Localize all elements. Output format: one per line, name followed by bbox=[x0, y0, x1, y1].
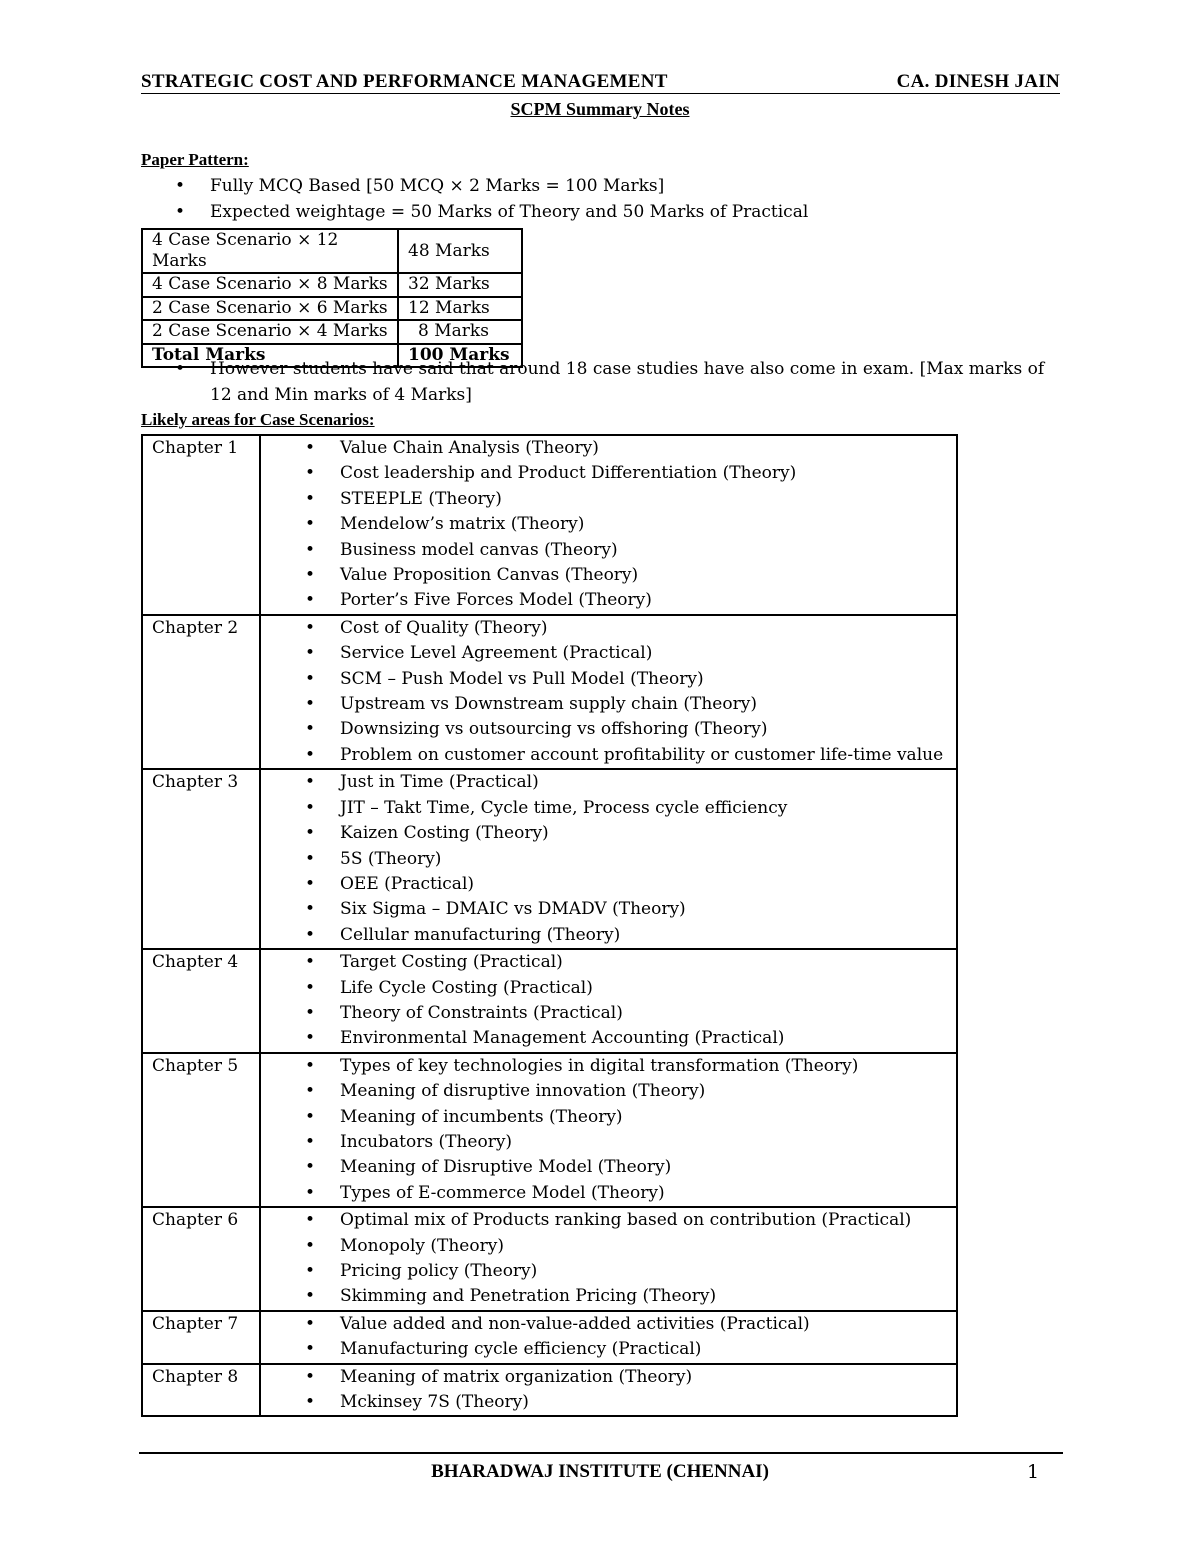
list-item: • Service Level Agreement (Practical) bbox=[261, 641, 956, 666]
chapter-label: Chapter 8 bbox=[142, 1364, 260, 1417]
list-item: • JIT – Takt Time, Cycle time, Process cycle efficiency bbox=[261, 796, 956, 821]
table-cell: 4 Case Scenario × 8 Marks bbox=[142, 273, 398, 297]
chapter-topics bbox=[260, 949, 957, 1053]
table-cell: 32 Marks bbox=[398, 273, 522, 297]
chapter-topics bbox=[260, 615, 957, 769]
total-value: 100 Marks bbox=[398, 344, 522, 368]
list-item: • Manufacturing cycle efficiency (Practical) bbox=[261, 1337, 956, 1362]
list-item: • Meaning of Disruptive Model (Theory) bbox=[261, 1155, 956, 1180]
list-item: • Incubators (Theory) bbox=[261, 1130, 956, 1155]
list-item: • Upstream vs Downstream supply chain (Theory) bbox=[261, 692, 956, 717]
list-item: • Optimal mix of Products ranking based on contribution (Practical) bbox=[261, 1208, 956, 1233]
list-item: • Meaning of disruptive innovation (Theory) bbox=[261, 1079, 956, 1104]
chapter-topics bbox=[260, 1311, 957, 1364]
table-row bbox=[142, 615, 957, 769]
list-item: • Types of key technologies in digital transformation (Theory) bbox=[261, 1054, 956, 1079]
document-title: SCPM Summary Notes bbox=[510, 99, 690, 119]
list-item: • Mendelow’s matrix (Theory) bbox=[261, 512, 956, 537]
table-row bbox=[142, 1053, 957, 1207]
footer-institute: BHARADWAJ INSTITUTE (CHENNAI) bbox=[431, 1461, 769, 1482]
page-number: 1 bbox=[1027, 1461, 1040, 1483]
list-item: • Kaizen Costing (Theory) bbox=[261, 821, 956, 846]
table-row bbox=[142, 229, 522, 273]
chapter-topics bbox=[260, 435, 957, 615]
table-cell: 48 Marks bbox=[398, 229, 522, 273]
paper-pattern-heading: Paper Pattern: bbox=[141, 150, 249, 169]
list-item: • Just in Time (Practical) bbox=[261, 770, 956, 795]
chapter-label: Chapter 7 bbox=[142, 1311, 260, 1364]
table-cell: 4 Case Scenario × 12 Marks bbox=[142, 229, 398, 273]
header-author: CA. DINESH JAIN bbox=[896, 71, 1060, 92]
chapter-topics bbox=[260, 1364, 957, 1417]
list-item: • Value Proposition Canvas (Theory) bbox=[261, 563, 956, 588]
chapter-label: Chapter 6 bbox=[142, 1207, 260, 1311]
list-item: • Downsizing vs outsourcing vs offshoring (Theory) bbox=[261, 717, 956, 742]
list-item: • Meaning of matrix organization (Theory) bbox=[261, 1365, 956, 1390]
chapter-topics bbox=[260, 1053, 957, 1207]
paper-pattern-bullets bbox=[141, 174, 808, 225]
list-item: • Theory of Constraints (Practical) bbox=[261, 1001, 956, 1026]
exam-note-bullet bbox=[141, 357, 1060, 408]
chapter-topics bbox=[260, 769, 957, 949]
footer-divider bbox=[139, 1452, 1063, 1454]
list-item: • Cost of Quality (Theory) bbox=[261, 616, 956, 641]
chapter-label: Chapter 4 bbox=[142, 949, 260, 1053]
chapter-label: Chapter 1 bbox=[142, 435, 260, 615]
table-row bbox=[142, 949, 957, 1053]
table-row bbox=[142, 297, 522, 321]
list-item: • Cellular manufacturing (Theory) bbox=[261, 923, 956, 948]
table-cell: 2 Case Scenario × 4 Marks bbox=[142, 320, 398, 344]
list-item: • However students have said that around 18 case studies have also come in exam. [Max marks of 12 and Min marks of 4 Marks] bbox=[141, 357, 1060, 408]
list-item: • Expected weightage = 50 Marks of Theory and 50 Marks of Practical bbox=[141, 200, 808, 226]
likely-areas-heading: Likely areas for Case Scenarios: bbox=[141, 410, 375, 429]
list-item: • Meaning of incumbents (Theory) bbox=[261, 1105, 956, 1130]
list-item: • STEEPLE (Theory) bbox=[261, 487, 956, 512]
list-item: • Value Chain Analysis (Theory) bbox=[261, 436, 956, 461]
list-item: • Porter’s Five Forces Model (Theory) bbox=[261, 588, 956, 613]
chapter-label: Chapter 2 bbox=[142, 615, 260, 769]
list-item: • Value added and non-value-added activities (Practical) bbox=[261, 1312, 956, 1337]
table-row bbox=[142, 1311, 957, 1364]
table-row bbox=[142, 273, 522, 297]
list-item: • Environmental Management Accounting (Practical) bbox=[261, 1026, 956, 1051]
list-item: • Monopoly (Theory) bbox=[261, 1234, 956, 1259]
list-item: • SCM – Push Model vs Pull Model (Theory) bbox=[261, 667, 956, 692]
list-item: • Fully MCQ Based [50 MCQ × 2 Marks = 100 Marks] bbox=[141, 174, 808, 200]
table-row bbox=[142, 1364, 957, 1417]
chapter-label: Chapter 5 bbox=[142, 1053, 260, 1207]
chapter-label: Chapter 3 bbox=[142, 769, 260, 949]
chapter-topics bbox=[260, 1207, 957, 1311]
table-row bbox=[142, 769, 957, 949]
table-row bbox=[142, 1207, 957, 1311]
list-item: • Problem on customer account profitability or customer life-time value bbox=[261, 743, 956, 768]
list-item: • 5S (Theory) bbox=[261, 847, 956, 872]
list-item: • Skimming and Penetration Pricing (Theory) bbox=[261, 1284, 956, 1309]
list-item: • Six Sigma – DMAIC vs DMADV (Theory) bbox=[261, 897, 956, 922]
table-cell: 12 Marks bbox=[398, 297, 522, 321]
table-cell: 2 Case Scenario × 6 Marks bbox=[142, 297, 398, 321]
total-label: Total Marks bbox=[142, 344, 398, 368]
list-item: • OEE (Practical) bbox=[261, 872, 956, 897]
table-row bbox=[142, 320, 522, 344]
running-header bbox=[141, 71, 1060, 94]
header-subject: STRATEGIC COST AND PERFORMANCE MANAGEMENT bbox=[141, 71, 668, 92]
list-item: • Mckinsey 7S (Theory) bbox=[261, 1390, 956, 1415]
marks-table bbox=[141, 228, 523, 368]
chapters-table bbox=[141, 434, 958, 1417]
document-title-row bbox=[0, 99, 1200, 120]
list-item: • Cost leadership and Product Differentiation (Theory) bbox=[261, 461, 956, 486]
list-item: • Business model canvas (Theory) bbox=[261, 538, 956, 563]
list-item: • Life Cycle Costing (Practical) bbox=[261, 976, 956, 1001]
table-cell: 8 Marks bbox=[398, 320, 522, 344]
table-row bbox=[142, 435, 957, 615]
list-item: • Target Costing (Practical) bbox=[261, 950, 956, 975]
list-item: • Pricing policy (Theory) bbox=[261, 1259, 956, 1284]
list-item: • Types of E-commerce Model (Theory) bbox=[261, 1181, 956, 1206]
